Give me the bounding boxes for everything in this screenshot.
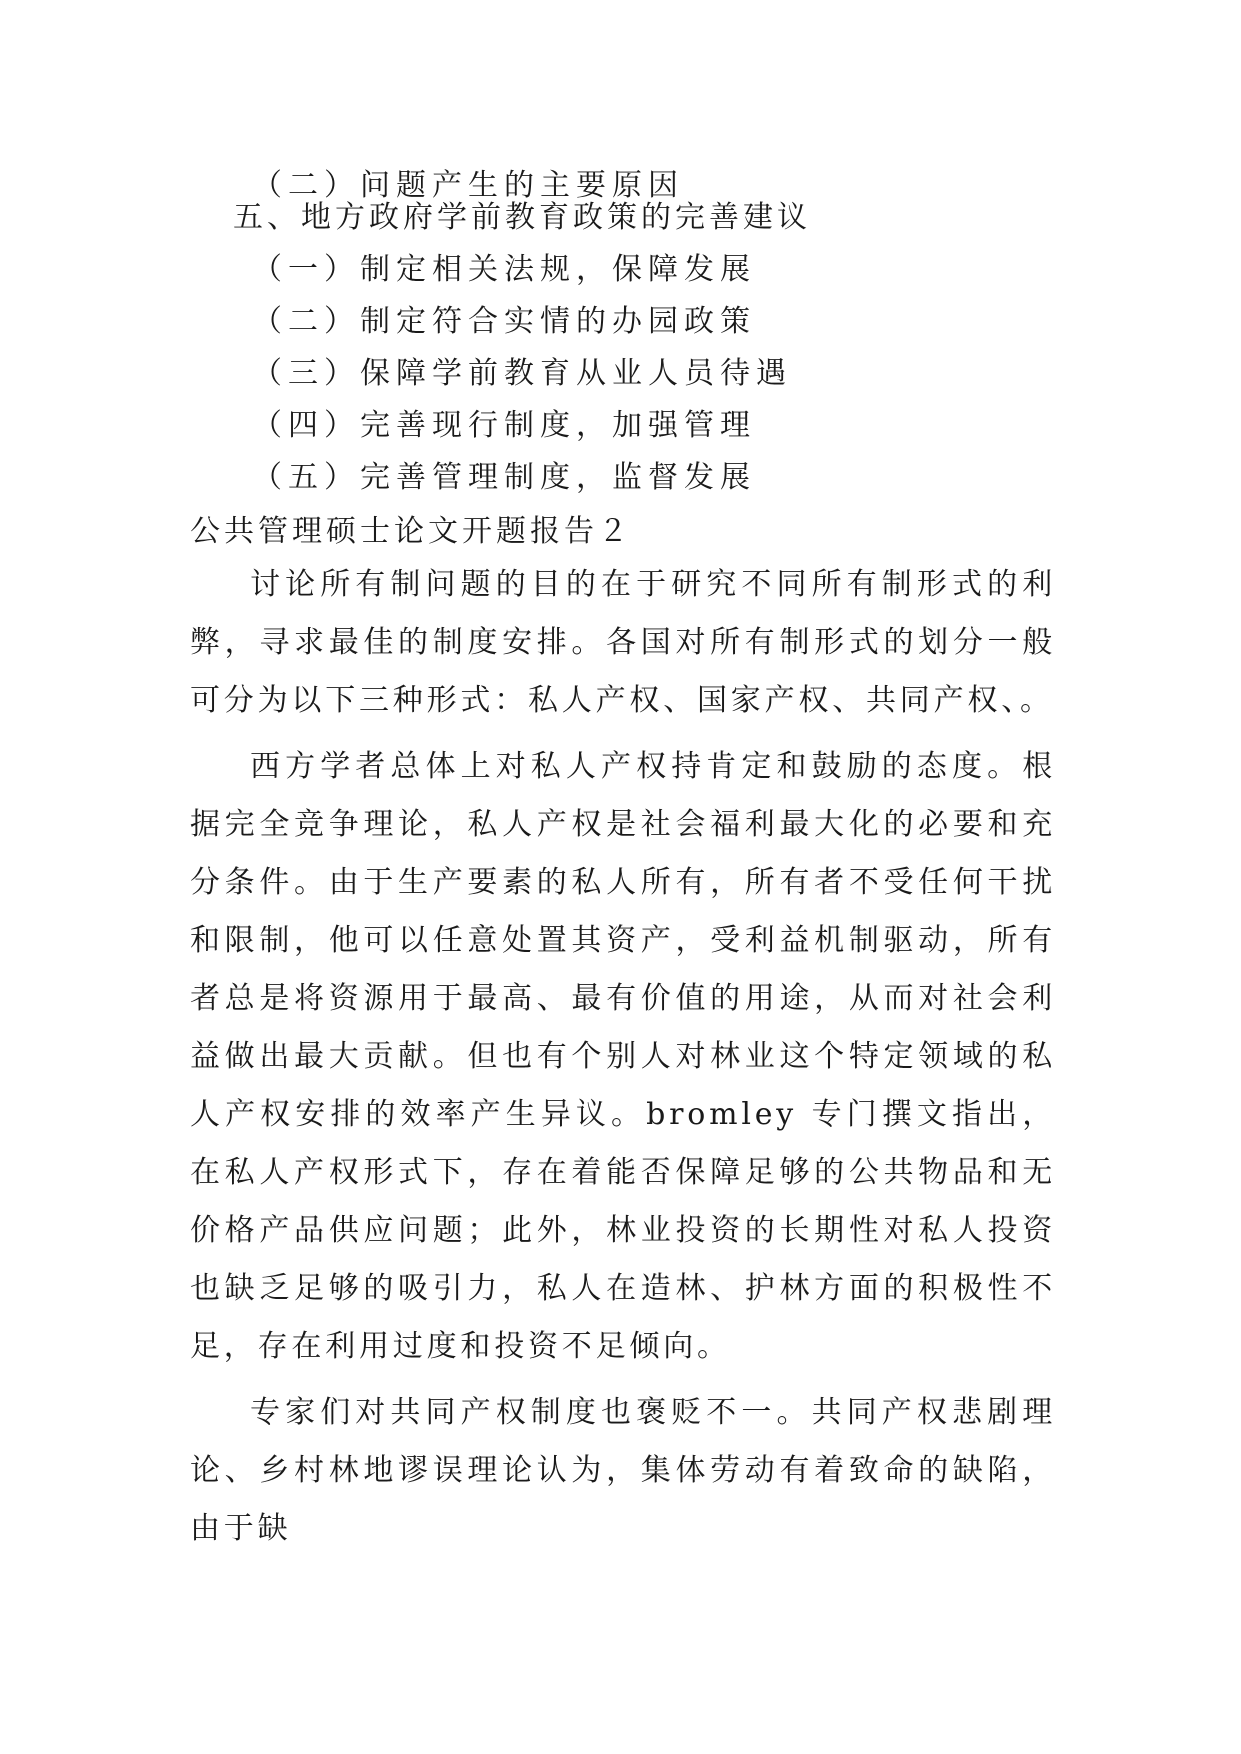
paragraph: 讨论所有制问题的目的在于研究不同所有制形式的利弊，寻求最佳的制度安排。各国对所有制形式的划分一般可分为以下三种形式：私人产权、国家产权、共同产权、。 <box>190 567 1056 718</box>
outline-item: （一）制定相关法规，保障发展 <box>252 252 756 287</box>
outline-item: （五）完善管理制度，监督发展 <box>252 460 756 495</box>
outline-item: （四）完善现行制度，加强管理 <box>252 408 756 443</box>
paragraph: 专家们对共同产权制度也褒贬不一。共同产权悲剧理论、乡村林地谬误理论认为，集体劳动有着致命的缺陷，由于缺 <box>190 1395 1056 1546</box>
outline-heading: 五、地方政府学前教育政策的完善建议 <box>233 200 811 235</box>
paragraph: 西方学者总体上对私人产权持肯定和鼓励的态度。根据完全竞争理论，私人产权是社会福利最大化的必要和充分条件。由于生产要素的私人所有，所有者不受任何干扰和限制，他可以任意处置其资产，受利益机制驱动，所有者总是将资源用于最高、最有价值的用途，从而对社会利益做出最大贡献。但也有个别人对林业这个特定领域的私人产权安排的效率产生异议。bromley 专门撰文指出，在私人产权形式下，存在着能否保障足够的公共物品和无价格产品供应问题；此外，林业投资的长期性对私人投资也缺乏足够的吸引力，私人在造林、护林方面的积极性不足，存在利用过度和投资不足倾向。 <box>190 749 1056 1364</box>
outline-item: （二）问题产生的主要原因 <box>252 168 684 203</box>
section-title: 公共管理硕士论文开题报告２ <box>190 514 632 549</box>
outline-item: （三）保障学前教育从业人员待遇 <box>252 356 792 391</box>
outline-item: （二）制定符合实情的办园政策 <box>252 304 756 339</box>
body-text <box>190 556 1056 1558</box>
